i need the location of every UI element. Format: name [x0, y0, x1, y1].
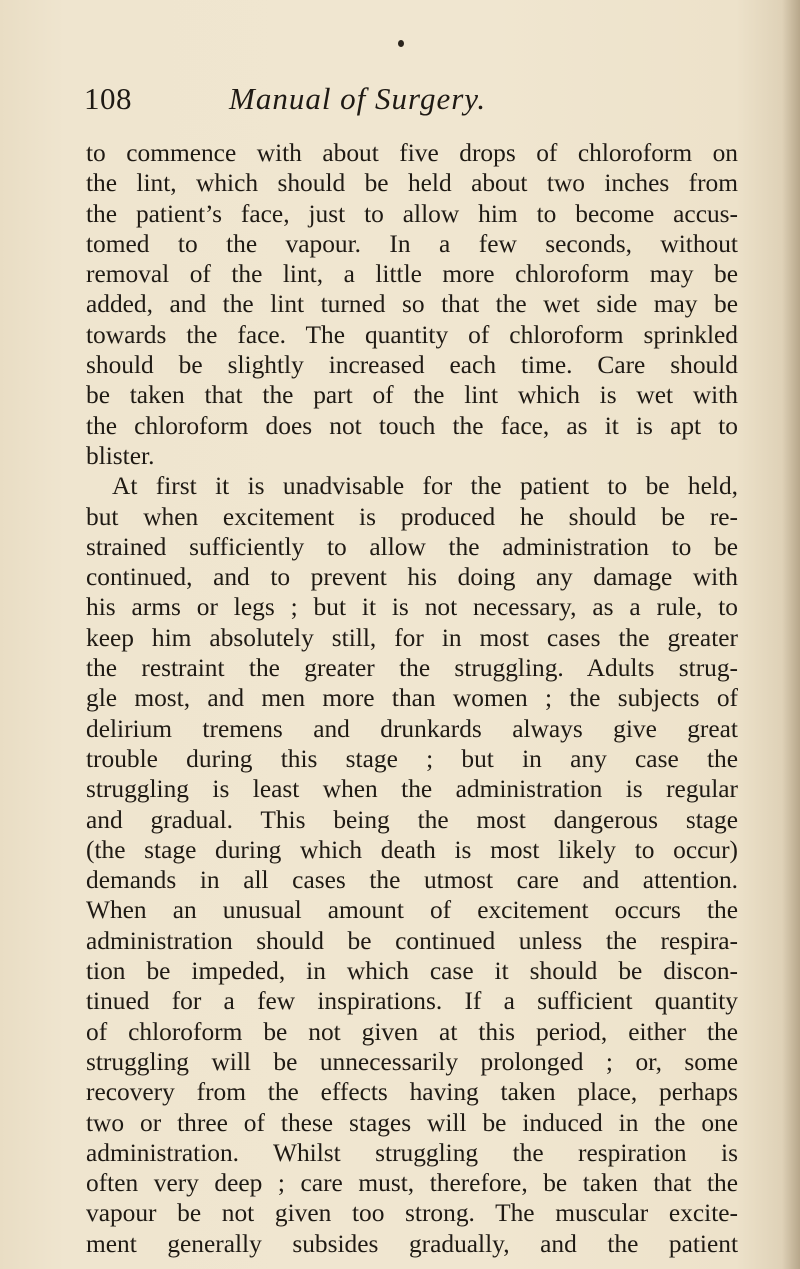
- text-line: removal of the lint, a little more chloroform may be: [86, 260, 738, 289]
- text-line: but when excitement is produced he should be re-: [86, 502, 738, 531]
- text-line: administration should be continued unless the respira-: [86, 926, 738, 955]
- page-number: 108: [84, 81, 132, 116]
- text-line: tion be impeded, in which case it should be discon-: [86, 957, 738, 986]
- text-line: vapour be not given too strong. The muscular excite-: [86, 1199, 738, 1228]
- text-line: and gradual. This being the most dangerous stage: [86, 805, 738, 834]
- text-line: (the stage during which death is most likely to occur): [86, 835, 738, 864]
- text-line: the chloroform does not touch the face, as it is apt to: [86, 411, 738, 440]
- text-line: struggling will be unnecessarily prolonged ; or, some: [86, 1047, 738, 1076]
- text-line: tomed to the vapour. In a few seconds, without: [86, 229, 738, 258]
- text-line: the restraint the greater the struggling. Adults strug-: [86, 654, 738, 683]
- text-line: gle most, and men more than women ; the subjects of: [86, 684, 738, 713]
- text-line: continued, and to prevent his doing any damage with: [86, 563, 738, 592]
- text-line: of chloroform be not given at this period, either the: [86, 1017, 738, 1046]
- text-line: blister.: [86, 441, 155, 470]
- ink-speck: [398, 40, 404, 47]
- text-line: trouble during this stage ; but in any case the: [86, 744, 738, 773]
- body-text: [86, 138, 738, 1259]
- text-line: At first it is unadvisable for the patient to be held,: [112, 472, 738, 501]
- text-line: towards the face. The quantity of chloroform sprinkled: [86, 320, 738, 349]
- text-line: added, and the lint turned so that the wet side may be: [86, 290, 738, 319]
- text-line: strained sufficiently to allow the administration to be: [86, 532, 738, 561]
- text-line: ment generally subsides gradually, and the patient: [86, 1229, 738, 1258]
- text-line: the patient’s face, just to allow him to become accus-: [86, 199, 738, 228]
- text-line: When an unusual amount of excitement occurs the: [86, 896, 738, 925]
- text-line: should be slightly increased each time. Care should: [86, 351, 738, 380]
- text-line: his arms or legs ; but it is not necessary, as a rule, to: [86, 593, 738, 622]
- text-line: recovery from the effects having taken place, perhaps: [86, 1078, 738, 1107]
- text-line: keep him absolutely still, for in most cases the greater: [86, 623, 738, 652]
- text-line: struggling is least when the administration is regular: [86, 775, 738, 804]
- text-line: two or three of these stages will be induced in the one: [86, 1108, 738, 1137]
- running-head: [84, 74, 774, 118]
- text-line: often very deep ; care must, therefore, be taken that the: [86, 1169, 738, 1198]
- text-line: demands in all cases the utmost care and attention.: [86, 866, 738, 895]
- text-line: tinued for a few inspirations. If a sufficient quantity: [86, 987, 738, 1016]
- text-line: delirium tremens and drunkards always give great: [86, 714, 738, 743]
- text-line: the lint, which should be held about two inches from: [86, 169, 738, 198]
- text-line: be taken that the part of the lint which is wet with: [86, 381, 738, 410]
- text-line: to commence with about five drops of chloroform on: [86, 139, 738, 167]
- book-title: Manual of Surgery.: [229, 81, 487, 116]
- page-edge-shadow: [782, 0, 800, 1269]
- text-line: administration. Whilst struggling the respiration is: [86, 1138, 738, 1167]
